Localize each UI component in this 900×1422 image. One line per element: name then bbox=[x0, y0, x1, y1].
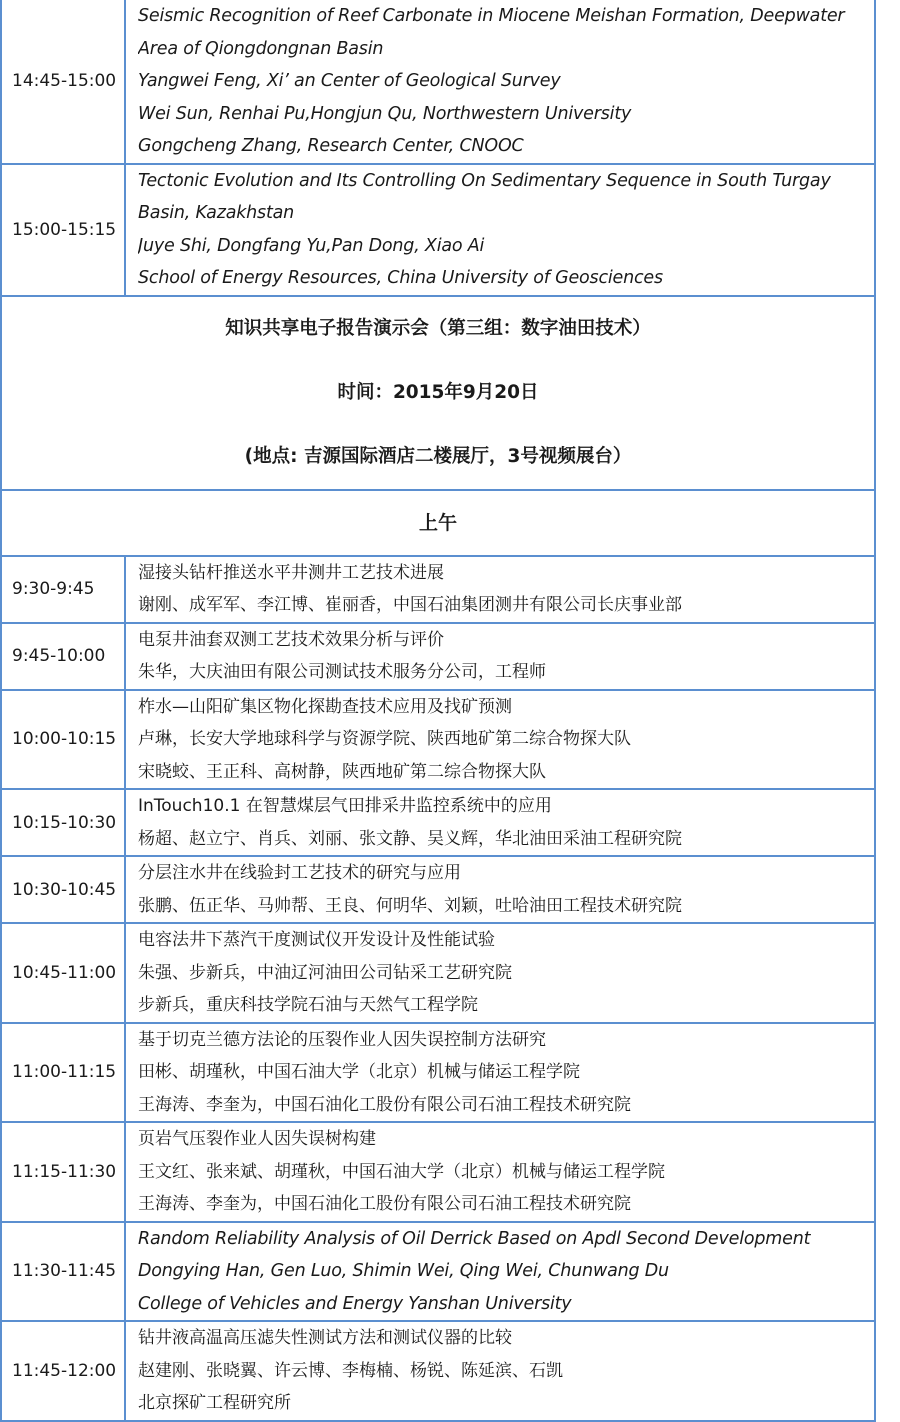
talk-author: 王文红、张来斌、胡瑾秋，中国石油大学（北京）机械与储运工程学院 bbox=[138, 1161, 665, 1182]
table-row bbox=[2, 624, 874, 691]
time-cell: 11:45-12:00 bbox=[2, 1322, 126, 1420]
talk-cell bbox=[126, 1123, 874, 1221]
table-row bbox=[2, 165, 874, 297]
talk-author: Juye Shi, Dongfang Yu,Pan Dong, Xiao Ai bbox=[138, 235, 485, 256]
talk-author: 卢琳，长安大学地球科学与资源学院、陕西地矿第二综合物探大队 bbox=[138, 729, 631, 749]
talk-author: 张鹏、伍正华、马帅帮、王良、何明华、刘颖，吐哈油田工程技术研究院 bbox=[138, 895, 682, 916]
time-cell: 14:45-15:00 bbox=[2, 0, 126, 163]
time-cell: 10:45-11:00 bbox=[2, 924, 126, 1022]
talk-cell bbox=[126, 1024, 874, 1122]
time-cell: 9:30-9:45 bbox=[2, 557, 126, 622]
talk-cell bbox=[126, 1322, 874, 1420]
talk-author: Yangwei Feng, Xi’ an Center of Geological Survey bbox=[138, 71, 561, 91]
talk-author: 田彬、胡瑾秋，中国石油大学（北京）机械与储运工程学院 bbox=[138, 1062, 580, 1082]
talk-title: 页岩气压裂作业人因失误树构建 bbox=[138, 1129, 376, 1149]
talk-author: 王海涛、李奎为，中国石油化工股份有限公司石油工程技术研究院 bbox=[138, 1194, 631, 1214]
talk-cell bbox=[126, 624, 874, 689]
talk-author: 朱华，大庆油田有限公司测试技术服务分公司，工程师 bbox=[138, 662, 546, 682]
talk-author: 宋晓蛟、王正科、高树静，陕西地矿第二综合物探大队 bbox=[138, 761, 546, 782]
talk-cell bbox=[126, 165, 874, 295]
table-row bbox=[2, 557, 874, 624]
talk-author: 谢刚、成军军、李江博、崔丽香，中国石油集团测井有限公司长庆事业部 bbox=[138, 595, 682, 615]
talk-title: Seismic Recognition of Reef Carbonate in Miocene Meishan Formation, Deepwater bbox=[138, 6, 845, 26]
section-title: 知识共享电子报告演示会（第三组：数字油田技术） bbox=[225, 317, 651, 339]
talk-title: 分层注水井在线验封工艺技术的研究与应用 bbox=[138, 863, 461, 883]
talk-author: 步新兵，重庆科技学院石油与天然气工程学院 bbox=[138, 995, 478, 1015]
talk-author: Wei Sun, Renhai Pu,Hongjun Qu, Northwestern University bbox=[138, 103, 632, 124]
time-cell: 11:15-11:30 bbox=[2, 1123, 126, 1221]
talk-title: 电泵井油套双测工艺技术效果分析与评价 bbox=[138, 629, 444, 650]
time-cell: 10:00-10:15 bbox=[2, 691, 126, 789]
talk-title: Tectonic Evolution and Its Controlling On Sedimentary Sequence in South Turgay bbox=[138, 170, 831, 191]
session-label: 上午 bbox=[418, 511, 457, 534]
talk-title: Area of Qiongdongnan Basin bbox=[138, 38, 384, 59]
section-location: (地点: 吉源国际酒店二楼展厅，3号视频展台） bbox=[244, 445, 632, 467]
session-row bbox=[2, 491, 874, 557]
time-cell: 10:15-10:30 bbox=[2, 790, 126, 855]
time-cell: 15:00-15:15 bbox=[2, 165, 126, 295]
talk-title: Basin, Kazakhstan bbox=[138, 203, 295, 223]
talk-author: 朱强、步新兵，中油辽河油田公司钻采工艺研究院 bbox=[138, 962, 512, 983]
section-header bbox=[2, 297, 874, 491]
table-row bbox=[2, 691, 874, 791]
talk-author: 北京探矿工程研究所 bbox=[138, 1393, 291, 1413]
talk-cell bbox=[126, 924, 874, 1022]
table-row bbox=[2, 1123, 874, 1223]
talk-author: 赵建刚、张晓翼、许云博、李梅楠、杨锐、陈延滨、石凯 bbox=[138, 1360, 563, 1381]
table-row bbox=[2, 0, 874, 165]
talk-cell bbox=[126, 0, 874, 163]
talk-author: Gongcheng Zhang, Research Center, CNOOC bbox=[138, 136, 524, 156]
time-cell: 10:30-10:45 bbox=[2, 857, 126, 922]
talk-title: InTouch10.1 在智慧煤层气田排采井监控系统中的应用 bbox=[138, 796, 552, 816]
talk-cell bbox=[126, 790, 874, 855]
talk-author: Dongying Han, Gen Luo, Shimin Wei, Qing Wei, Chunwang Du bbox=[138, 1261, 669, 1281]
talk-cell bbox=[126, 1223, 874, 1321]
table-row bbox=[2, 1024, 874, 1124]
talk-cell bbox=[126, 557, 874, 622]
time-cell: 11:00-11:15 bbox=[2, 1024, 126, 1122]
talk-author: School of Energy Resources, China University of Geosciences bbox=[138, 268, 663, 288]
table-row bbox=[2, 924, 874, 1024]
talk-title: 湿接头钻杆推送水平井测井工艺技术进展 bbox=[138, 562, 444, 583]
table-row bbox=[2, 790, 874, 857]
talk-title: 基于切克兰德方法论的压裂作业人因失误控制方法研究 bbox=[138, 1029, 546, 1050]
section-date: 时间：2015年9月20日 bbox=[337, 381, 539, 403]
time-cell: 11:30-11:45 bbox=[2, 1223, 126, 1321]
talk-cell bbox=[126, 691, 874, 789]
talk-author: 杨超、赵立宁、肖兵、刘丽、张文静、吴义辉，华北油田采油工程研究院 bbox=[138, 828, 682, 849]
talk-title: 电容法井下蒸汽干度测试仪开发设计及性能试验 bbox=[138, 930, 495, 950]
talk-title: Random Reliability Analysis of Oil Derrick Based on Apdl Second Development bbox=[138, 1228, 811, 1249]
time-cell: 9:45-10:00 bbox=[2, 624, 126, 689]
talk-author: College of Vehicles and Energy Yanshan University bbox=[138, 1293, 572, 1314]
talk-title: 柞水—山阳矿集区物化探勘查技术应用及找矿预测 bbox=[138, 696, 512, 717]
talk-title: 钻井液高温高压滤失性测试方法和测试仪器的比较 bbox=[138, 1328, 512, 1348]
table-row bbox=[2, 857, 874, 924]
table-row bbox=[2, 1223, 874, 1323]
talk-author: 王海涛、李奎为，中国石油化工股份有限公司石油工程技术研究院 bbox=[138, 1094, 631, 1115]
talk-cell bbox=[126, 857, 874, 922]
